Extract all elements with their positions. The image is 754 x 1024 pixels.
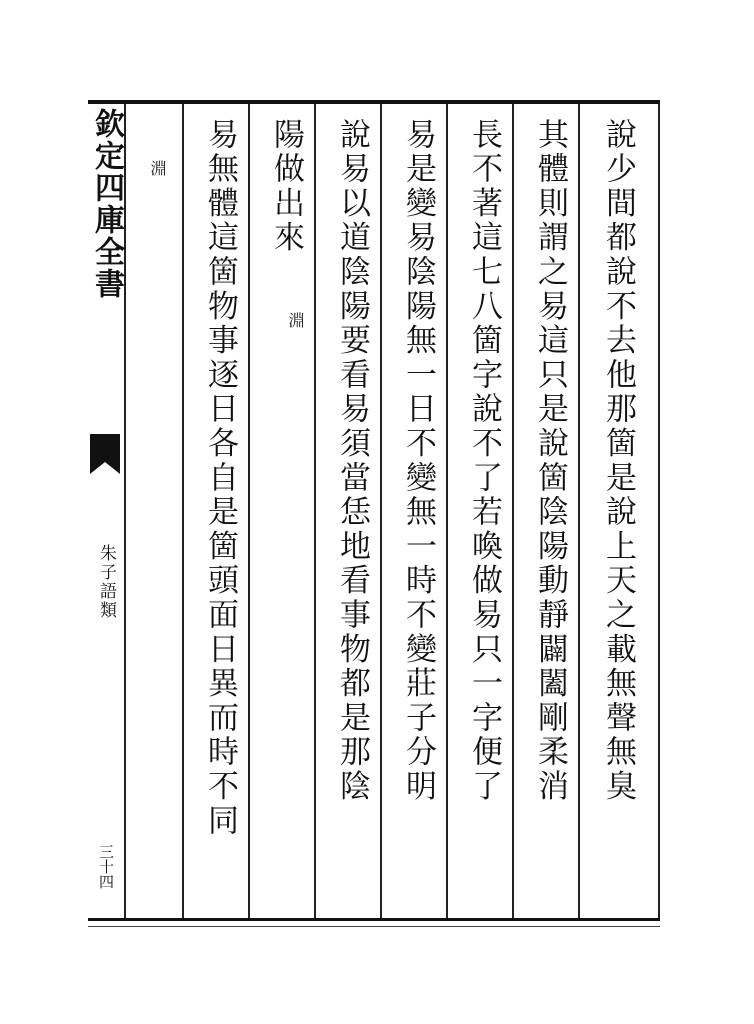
book-title: 欽定四庫全書	[89, 108, 124, 300]
bottom-border	[88, 918, 660, 921]
column-rule	[512, 104, 514, 918]
column-rule	[578, 104, 580, 918]
column-rule	[446, 104, 448, 918]
column-rule	[182, 104, 184, 918]
text-column-6: 陽做出來	[268, 118, 304, 256]
text-column-7: 易無體這箇物事逐日各自是箇頭面日異而時不同	[202, 118, 238, 839]
text-column-4: 易是變易陰陽無一日不變無一時不變莊子分明	[400, 118, 436, 804]
page-number: 三十四	[97, 844, 115, 889]
text-column-2: 其體則謂之易這只是說箇陰陽動靜闢闔剛柔消	[532, 118, 568, 804]
bottom-border-thin	[88, 926, 660, 927]
margin-column	[88, 104, 124, 918]
attribution-note: 淵	[286, 312, 305, 328]
column-rule	[248, 104, 250, 918]
text-column-3: 長不著這七八箇字說不了若喚做易只一字便了	[466, 118, 502, 804]
fish-tail-mark-icon	[90, 434, 120, 474]
text-column-1: 說少間都說不去他那箇是說上天之載無聲無臭	[600, 118, 636, 804]
section-title: 朱子語類	[96, 544, 116, 620]
attribution-note: 淵	[148, 160, 167, 176]
column-rule	[380, 104, 382, 918]
text-column-5: 說易以道陰陽要看易須當恁地看事物都是那陰	[334, 118, 370, 804]
column-rule	[124, 104, 126, 918]
top-border	[88, 100, 660, 104]
column-rule	[314, 104, 316, 918]
column-rule	[658, 104, 660, 918]
